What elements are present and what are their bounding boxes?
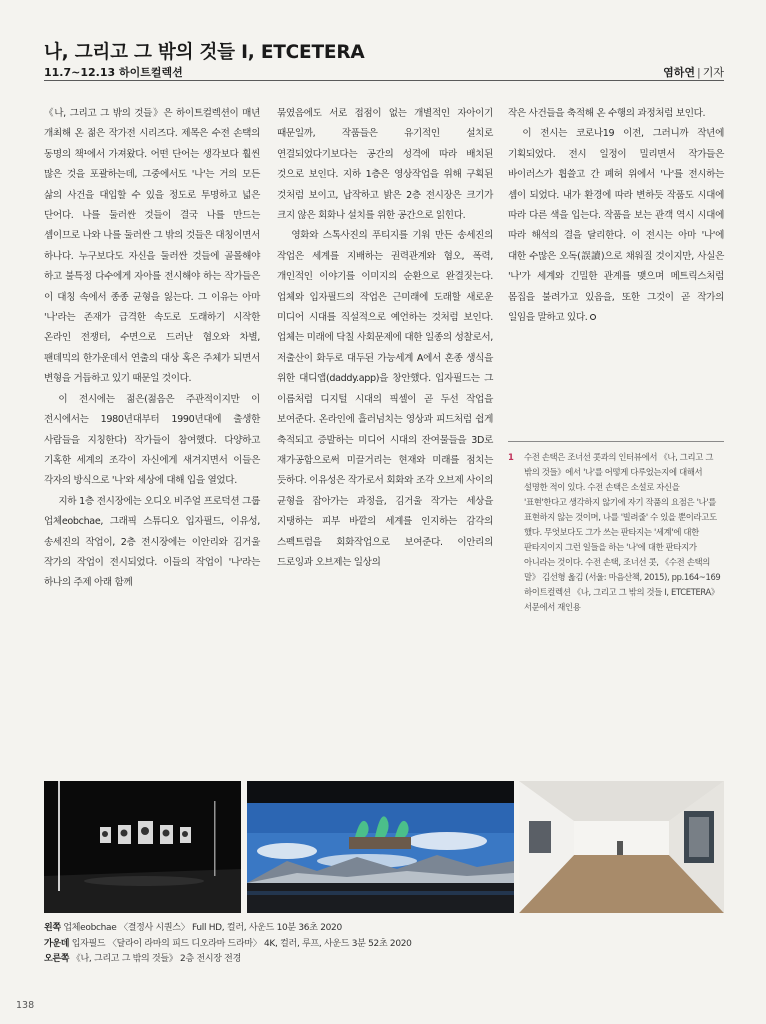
author-role: 기자 — [702, 66, 724, 79]
dark-gallery-image — [44, 781, 241, 913]
footnote-rule — [508, 441, 724, 442]
caption-center — [44, 937, 724, 953]
photo-captions — [44, 921, 724, 968]
caption-text: 입자필드 〈달라이 라마의 피드 디오라마 드라마〉 4K, 컬러, 루프, 사운드 3분 52초 2020 — [69, 938, 412, 949]
body-column-3 — [508, 104, 724, 328]
paragraph-text: 이 전시는 코로나19 이전, 그러니까 작년에 기획되었다. 전시 일정이 밀리면서 작가들은 바이러스가 휩쓸고 간 폐허 위에서 '나'를 전시하는 셈이 되었다. 내가 환경에 따라 변하듯 작품도 시대에 따라 다른 색을 입는다. 작품을 보는 관객 역시 시대에 따라 해석의 결을 달리한다. 이 전시는 아마 '나'에 대한 수많은 오독(誤讀)으로 채워질 것이지만, 사실은 '나'가 세계와 긴밀한 관계를 맺으며 메트릭스처럼 몸집을 불려가고 있음을, 또한 그것이 곧 작가의 일임을 말하고 있다. — [508, 128, 724, 324]
body-column-1 — [44, 104, 260, 594]
paragraph: 이 전시에는 젊은(젊음은 주관적이지만 이 전시에서는 1980년대부터 1990년대에 출생한 사람들을 지칭한다) 작가들이 참여했다. 다양하고 기혹한 세계의 조각이 자신에게 새겨지면서 이들은 각자의 방식으로 '나'와 세상에 대해 입을 열었다. — [44, 393, 260, 487]
caption-text: 업체eobchae 〈결정사 시퀀스〉 Full HD, 컬러, 사운드 10분 36초 2020 — [60, 923, 342, 933]
paragraph: 지하 1층 전시장에는 오디오 비주얼 프로덕션 그룹 업체eobchae, 그래픽 스튜디오 입자필드, 이유성, 송세진의 작업이, 2층 전시장에는 이안리와 김거울 작가의 작업이 전시되었다. 이들의 작업이 '나'라는 하나의 주제 아래 함께 — [44, 495, 260, 589]
author-name: 염하연 — [663, 66, 696, 79]
projection-image — [247, 781, 514, 913]
caption-label: 왼쪽 — [44, 923, 61, 933]
body-column-2 — [277, 104, 493, 573]
paragraph: 《나, 그리고 그 밖의 것들》은 하이트컬렉션이 매년 개최해 온 젊은 작가전 시리즈다. 제목은 수전 손택의 동명의 책¹에서 가져왔다. 어떤 단어는 생각보다 훨씬 많은 것을 포괄하는데, 그중에서도 '나'는 거의 모든 삶의 사건을 대입할 수 있을 정도로 투명하고 넓은 단어다. 나를 둘러싼 것들이 결국 나를 만드는 셈이므로 나와 나를 둘러싼 그 밖의 것들은 대칭이면서 하나다. 누구보다도 자신을 둘러싼 것들에 골몰해야 하고 불특정 다수에게 자아를 전시해야 하는 작가들은 이 대칭 속에서 종종 균형을 잃는다. 그 이유는 아마 '나'라는 존재가 급격한 속도로 도래하기 시작한 온라인 전쟁터, 수면으로 드러난 혐오와 차별, 팬데믹의 한가운데서 연출의 대상 혹은 주체가 되면서 변형을 거듭하고 있기 때문일 것이다. — [44, 108, 260, 385]
byline-separator: | — [697, 66, 701, 79]
footnote-text: 수전 손택은 조너선 콧과의 인터뷰에서 《나, 그리고 그 밖의 것들》에서 '나'를 어떻게 다루었는지에 대해서 설명한 적이 있다. 수전 손택은 소설로 자신을 '표현'한다고 생각하지 않기에 자기 작품의 요점은 '나'를 표현하지 않는 것이며, 나를 '빌려줄' 수 있을 뿐이라고도 했다. 무엇보다도 그가 쓰는 판타지는 '세계'에 대한 판타지이지 그런 일들을 하는 '나'에 대한 판타지가 아니라는 것이다. 수전 손택, 조너선 콧, 《수전 손택의 말》 김선형 옮김 (서울: 마음산책, 2015), pp.164~169 하이트컬렉션 《나, 그리고 그 밖의 것들 I, ETCETERA》 서문에서 재인용 — [524, 452, 721, 612]
caption-left — [44, 921, 724, 937]
paragraph: 묶였음에도 서로 접점이 없는 개별적인 자아이기 때문일까, 작품들은 유기적인 설치로 연결되었다기보다는 공간의 성격에 따라 배치된 것으로 보인다. 지하 1층은 영상작업을 위해 구획된 것처럼 보이고, 납작하고 밝은 2층 전시장은 크기가 크지 않은 회화나 설치를 위한 공간으로 읽힌다. — [277, 108, 493, 222]
paragraph — [508, 124, 724, 328]
header-rule — [44, 80, 724, 81]
byline — [663, 64, 724, 80]
caption-label: 가운데 — [44, 938, 70, 949]
caption-right — [44, 952, 724, 968]
article-title: 나, 그리고 그 밖의 것들 I, ETCETERA — [44, 42, 365, 63]
paragraph: 영화와 스톡사진의 푸티지를 기워 만든 송세진의 작업은 세계를 지배하는 권력관계와 혐오, 폭력, 개인적인 이야기를 이미지의 순환으로 완결짓는다. 업체와 입자필드의 작업은 근미래에 도래할 새로운 미디어 시대를 직설적으로 예언하는 것처럼 보인다. 업체는 미래에 닥칠 사회문제에 대한 일종의 성찰로서, 저출산이 화두로 대두된 가능세계 A에서 혼종 생식을 위한 대디앱(daddy.app)을 창안했다. 입자필드는 그 이름처럼 디지털 시대의 픽셀이 곧 두선 작업을 보여준다. 온라인에 흘러넘치는 영상과 피드처럼 쉽게 축적되고 증발하는 미디어 시대의 잔여물들을 3D로 재가공함으로써 미끌거리는 현재와 미래를 점치는 듯하다. 이유성은 작가로서 회화와 조각 오브제 사이의 균형을 잡아가는 과정을, 김거울 작가는 세상을 지탱하는 피부 바깥의 세계를 인지하는 감각의 스펙트럼을 회화작업으로 보여준다. 이안리의 드로잉과 오브제는 일상의 — [277, 230, 493, 568]
paragraph: 작은 사건들을 축적해 온 수행의 과정처럼 보인다. — [508, 108, 706, 119]
caption-label: 오른쪽 — [44, 954, 70, 964]
photo-2f-gallery-view — [519, 781, 724, 913]
photo-ipjafield-projection — [247, 781, 514, 913]
footnote-number: 1 — [508, 452, 514, 462]
page-number: 138 — [16, 1000, 35, 1011]
end-of-article-icon — [590, 314, 596, 320]
exhibition-dates-venue: 11.7~12.13 하이트컬렉션 — [44, 66, 183, 79]
caption-text: 《나, 그리고 그 밖의 것들》 2층 전시장 전경 — [69, 954, 241, 964]
footnote — [508, 450, 724, 615]
photo-eobchae-installation — [44, 781, 241, 913]
gallery-view-image — [519, 781, 724, 913]
